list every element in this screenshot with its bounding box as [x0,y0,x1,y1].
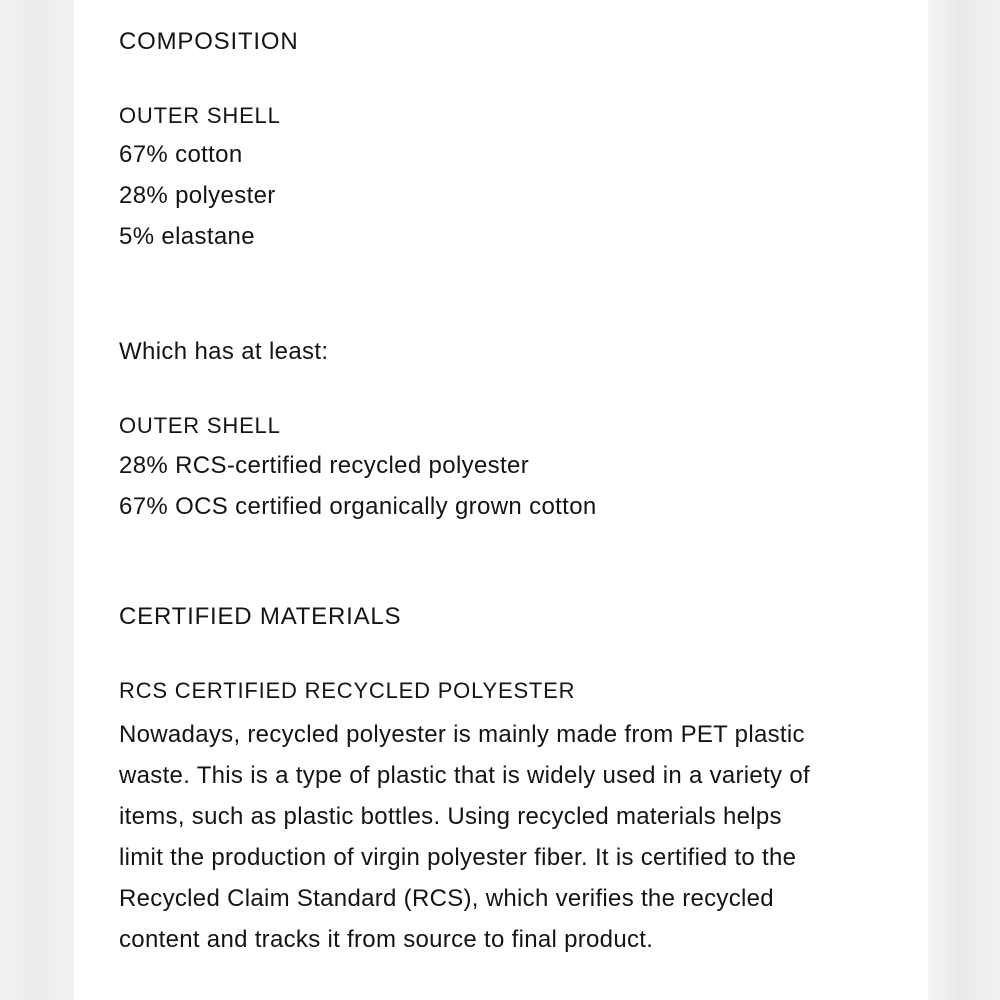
left-background [0,0,74,1000]
composition-item-cotton: 67% cotton [119,141,243,168]
outer-shell-label: OUTER SHELL [119,103,281,128]
rcs-description-line: waste. This is a type of plastic that is widely used in a variety of [119,762,810,789]
rcs-description-line: limit the production of virgin polyester fiber. It is certified to the [119,844,797,871]
composition-heading: COMPOSITION [119,28,299,55]
rcs-description-line: items, such as plastic bottles. Using recycled materials helps [119,803,782,830]
minimum-intro: Which has at least: [119,338,329,365]
minimum-item-organic-cotton: 67% OCS certified organically grown cotton [119,493,597,520]
right-background [928,0,1000,1000]
rcs-description-line: Recycled Claim Standard (RCS), which verifies the recycled [119,885,774,912]
rcs-description-line: content and tracks it from source to final product. [119,926,654,953]
rcs-description [119,714,879,960]
minimum-item-recycled-polyester: 28% RCS-certified recycled polyester [119,452,530,479]
rcs-description-line: Nowadays, recycled polyester is mainly made from PET plastic [119,721,805,748]
rcs-material-title: RCS CERTIFIED RECYCLED POLYESTER [119,678,576,703]
certified-materials-heading: CERTIFIED MATERIALS [119,603,402,630]
composition-item-elastane: 5% elastane [119,223,255,250]
composition-item-polyester: 28% polyester [119,182,276,209]
product-details-card [74,0,928,1000]
minimum-outer-shell-label: OUTER SHELL [119,413,281,438]
